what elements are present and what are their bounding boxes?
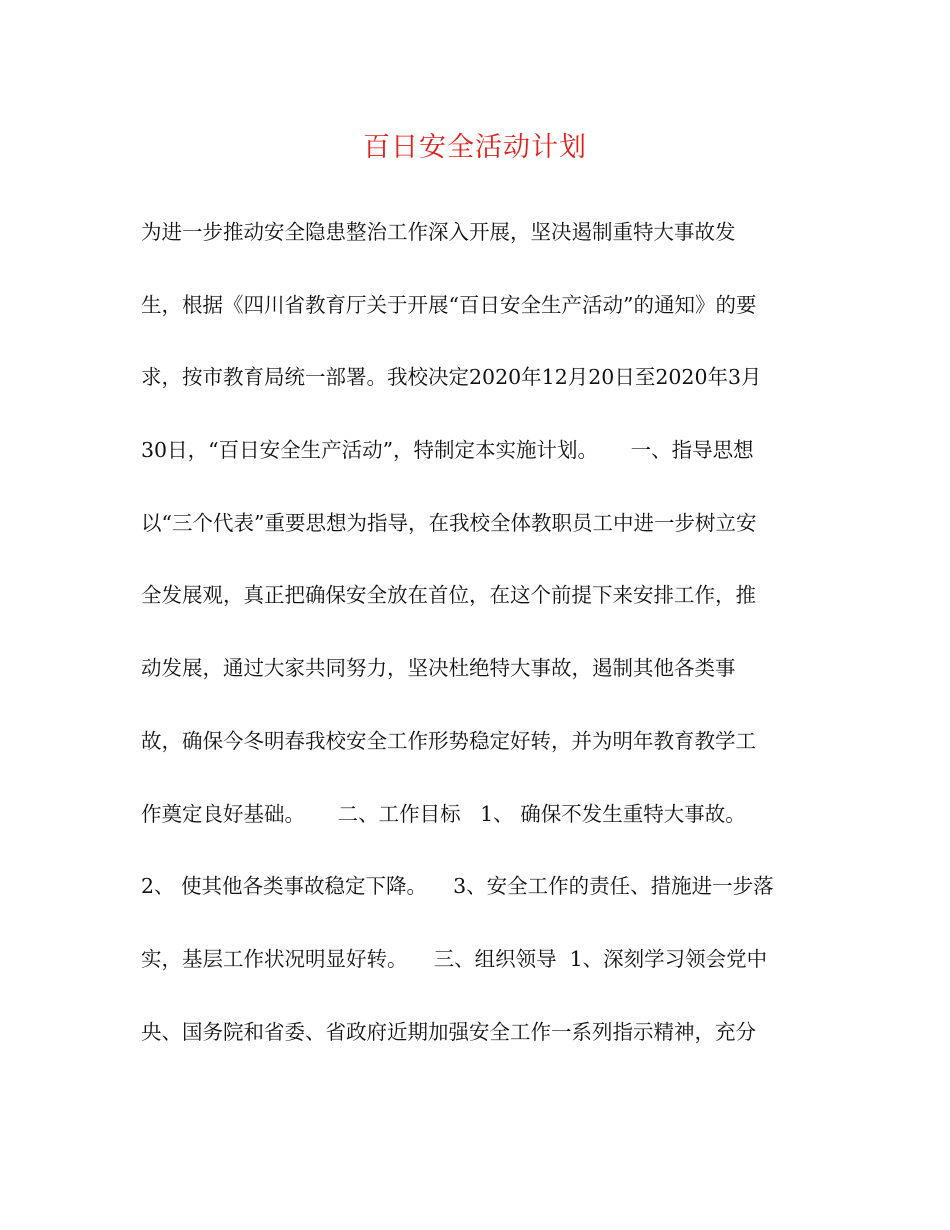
- document-title: 百日安全活动计划: [363, 132, 587, 163]
- body-line: 全发展观，真正把确保安全放在首位，在这个前提下来安排工作，推: [141, 583, 756, 608]
- body-line: 实，基层工作状况明显好转。 三、组织领导 1、深刻学习领会党中: [141, 946, 768, 971]
- document-body: [141, 212, 821, 1084]
- body-line: 生，根据《四川省教育厅关于开展“百日安全生产活动”的通知》的要: [141, 292, 757, 317]
- body-line: 故，确保今冬明春我校安全工作形势稳定好转，并为明年教育教学工: [141, 728, 756, 753]
- body-line: 为进一步推动安全隐患整治工作深入开展，坚决遏制重特大事故发: [141, 220, 736, 244]
- body-line: 作奠定良好基础。 二、工作目标 1、 确保不发生重特大事故。: [141, 801, 746, 826]
- body-line: 2、 使其他各类事故稳定下降。 3、安全工作的责任、措施进一步落: [141, 874, 774, 899]
- body-line: 求，按市教育局统一部署。我校决定2020年12月20日至2020年3月: [141, 365, 762, 390]
- body-line: 央、国务院和省委、省政府近期加强安全工作一系列指示精神，充分: [141, 1019, 756, 1044]
- body-line: 30日，“百日安全生产活动”，特制定本实施计划。 一、指导思想: [141, 438, 754, 463]
- body-line: 动发展，通过大家共同努力，坚决杜绝特大事故，遏制其他各类事: [141, 656, 736, 681]
- body-line: 以“三个代表”重要思想为指导，在我校全体教职员工中进一步树立安: [141, 510, 757, 535]
